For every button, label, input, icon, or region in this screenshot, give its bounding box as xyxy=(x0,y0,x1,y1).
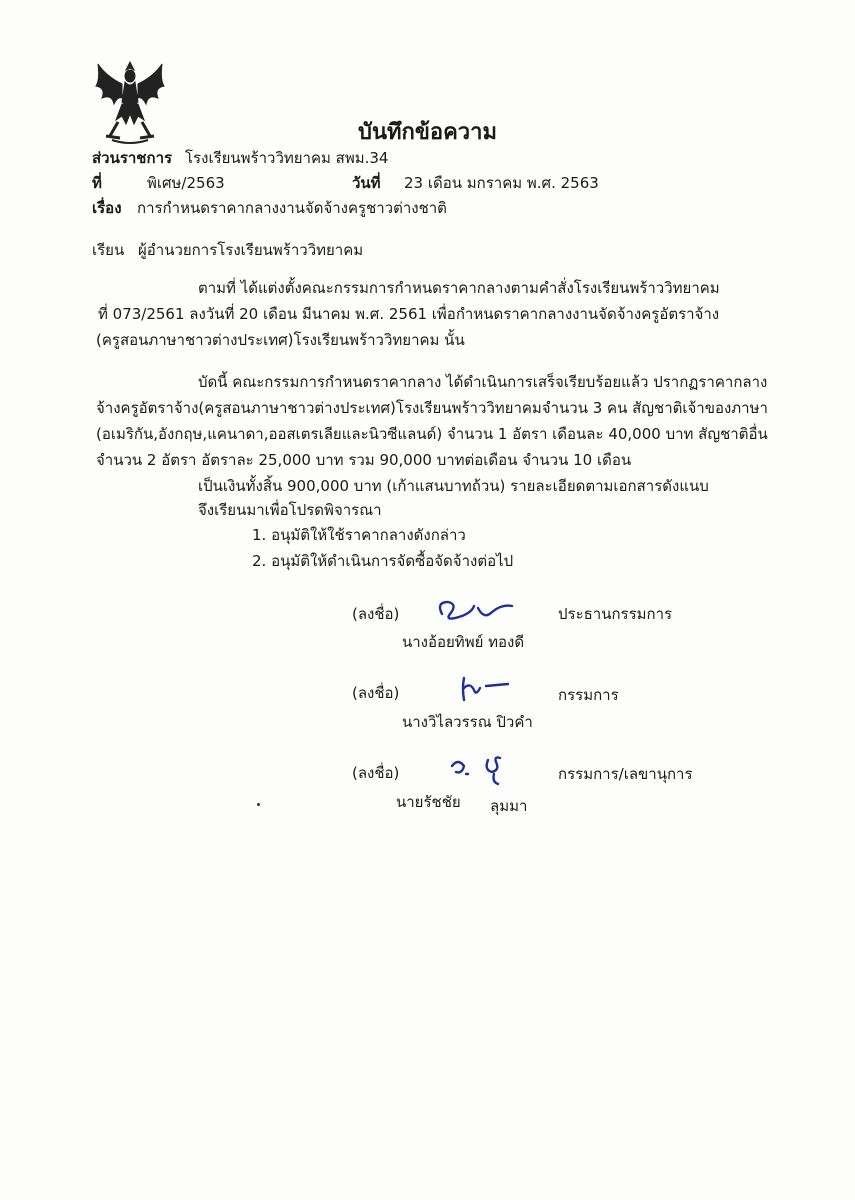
position-3: กรรมการ/เลขานุการ xyxy=(558,765,693,783)
sign-label-3: (ลงชื่อ) xyxy=(352,764,400,782)
agency-label: ส่วนราชการ xyxy=(92,149,173,167)
request-line: จึงเรียนมาเพื่อโปรดพิจารณา xyxy=(198,501,382,519)
sign-label-2: (ลงชื่อ) xyxy=(352,684,400,702)
reference-value: พิเศษ/2563 xyxy=(147,174,225,192)
agency-value: โรงเรียนพร้าววิทยาคม สพม.34 xyxy=(185,149,389,167)
paragraph-2-line-5: เป็นเงินทั้งสิ้น 900,000 บาท (เก้าแสนบาทถ้วน) รายละเอียดตามเอกสารดังแนบ xyxy=(198,477,709,495)
paragraph-1-line-3: (ครูสอนภาษาชาวต่างประเทศ)โรงเรียนพร้าววิทยาคม นั้น xyxy=(96,331,465,349)
approval-item-2: 2. อนุมัติให้ดำเนินการจัดซื้อจัดจ้างต่อไป xyxy=(252,552,514,570)
signature-1-icon xyxy=(432,594,518,630)
paragraph-2-line-2: จ้างครูอัตราจ้าง(ครูสอนภาษาชาวต่างประเทศ)โรงเรียนพร้าววิทยาคมจำนวน 3 คน สัญชาติเจ้าของภาษา xyxy=(96,399,768,417)
position-1: ประธานกรรมการ xyxy=(558,605,673,623)
paragraph-1-line-1: ตามที่ ได้แต่งตั้งคณะกรรมการกำหนดราคากลางตามคำสั่งโรงเรียนพร้าววิทยาคม xyxy=(198,279,720,297)
approval-item-1: 1. อนุมัติให้ใช้ราคากลางดังกล่าว xyxy=(252,526,466,544)
signature-2-icon xyxy=(456,674,516,704)
addressee-value: ผู้อำนวยการโรงเรียนพร้าววิทยาคม xyxy=(138,241,364,259)
memo-title: บันทึกข้อความ xyxy=(358,120,498,145)
date-label: วันที่ xyxy=(352,174,381,192)
paragraph-2-line-1: บัดนี้ คณะกรรมการกำหนดราคากลาง ได้ดำเนินการเสร็จเรียบร้อยแล้ว ปรากฏราคากลาง xyxy=(198,373,768,391)
position-2: กรรมการ xyxy=(558,686,619,704)
date-value: 23 เดือน มกราคม พ.ศ. 2563 xyxy=(404,174,599,192)
sign-label-1: (ลงชื่อ) xyxy=(352,605,400,623)
ink-dot xyxy=(257,803,260,806)
paragraph-1-line-2: ที่ 073/2561 ลงวันที่ 20 เดือน มีนาคม พ.ศ. 2561 เพื่อกำหนดราคากลางงานจัดจ้างครูอัตราจ้าง xyxy=(98,305,720,323)
subject-label: เรื่อง xyxy=(92,199,122,217)
signature-3-icon xyxy=(444,752,520,788)
paragraph-2-line-4: จำนวน 2 อัตรา อัตราละ 25,000 บาท รวม 90,000 บาทต่อเดือน จำนวน 10 เดือน xyxy=(96,451,632,469)
paragraph-2-line-3: (อเมริกัน,อังกฤษ,แคนาดา,ออสเตรเลียและนิวซีแลนด์) จำนวน 1 อัตรา เดือนละ 40,000 บาท สัญชาติอื่น xyxy=(96,425,768,443)
signer-name-3-last: ลุมมา xyxy=(490,797,528,815)
garuda-emblem-icon xyxy=(92,58,168,146)
reference-label: ที่ xyxy=(92,174,102,192)
addressee-label: เรียน xyxy=(92,241,125,259)
signer-name-3-first: นายรัชชัย xyxy=(396,793,461,811)
subject-value: การกำหนดราคากลางงานจัดจ้างครูชาวต่างชาติ xyxy=(137,199,447,217)
signer-name-1: นางอ้อยทิพย์ ทองดี xyxy=(402,633,525,651)
signer-name-2: นางวิไลวรรณ ปิวคำ xyxy=(402,713,533,731)
